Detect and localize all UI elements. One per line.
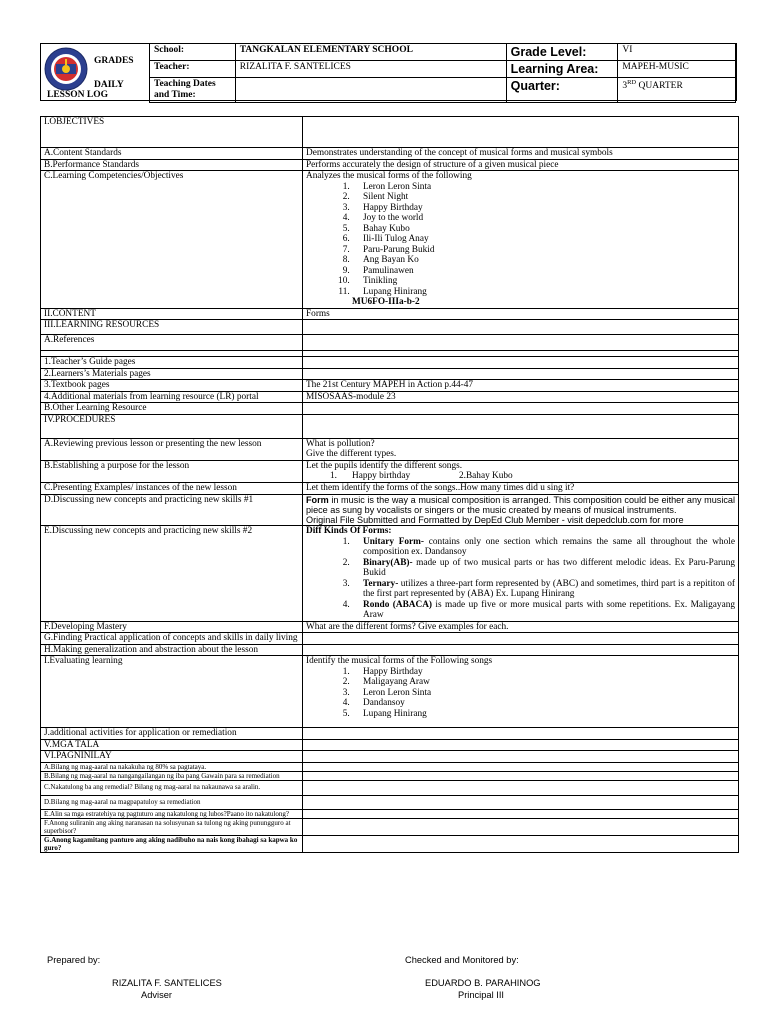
list-item: 9. Pamulinawen [352, 266, 735, 277]
content-standards-value: Demonstrates understanding of the concept of musical forms and musical symbols [303, 148, 739, 160]
daily-label: DAILY [94, 80, 124, 90]
table-row [41, 460, 739, 483]
adviser-name: RIZALITA F. SANTELICES [112, 978, 222, 988]
mastery-value: What are the different forms? Give examples for each. [303, 621, 739, 633]
list-item: 5. Bahay Kubo [352, 224, 735, 235]
discussing-2-label: E.Discussing new concepts and practicing new skills #2 [41, 526, 303, 622]
principal-name: EDUARDO B. PARAHINOG [425, 978, 541, 988]
list-item: 1. Unitary Form- contains only one section which remains the same all throughout the whole composition ex. Dandansoy [352, 537, 735, 558]
list-item: 4. Rondo (ABACA) is made up five or more musical parts with some repetitions. Ex. Maligayang Araw [352, 600, 735, 621]
list-item: 7. Paru-Parung Bukid [352, 245, 735, 256]
content-value: Forms [303, 308, 739, 320]
table-row [41, 494, 739, 526]
reviewing-line-2: Give the different types. [306, 449, 397, 459]
table-row [41, 621, 739, 633]
pagninilay-label: VI.PAGNINILAY [41, 751, 303, 763]
discussing-2-value [303, 526, 739, 622]
table-row [41, 656, 739, 728]
table-row [41, 795, 739, 809]
reviewing-value [303, 438, 739, 460]
list-item: 3. Leron Leron Sinta [352, 688, 735, 699]
lm-pages-label: 2.Learners’s Materials pages [41, 368, 303, 380]
deped-seal-icon [44, 47, 88, 91]
mga-tala-label: V.MGA TALA [41, 739, 303, 751]
forms-list [352, 537, 735, 621]
learning-area-value: MAPEH-MUSIC [618, 61, 736, 78]
making-label: H.Making generalization and abstraction about the lesson [41, 644, 303, 656]
establishing-item-2: 2.Bahay Kubo [459, 471, 513, 481]
list-item: 2. Maligayang Araw [352, 677, 735, 688]
table-row [41, 148, 739, 160]
school-value: TANGKALAN ELEMENTARY SCHOOL [235, 44, 506, 61]
header [40, 43, 737, 101]
table-row [41, 780, 739, 795]
content-label: II.CONTENT [41, 308, 303, 320]
textbook-pages-value: The 21st Century MAPEH in Action p.44-47 [303, 380, 739, 392]
evaluating-label: I.Evaluating learning [41, 656, 303, 728]
competencies-value [303, 171, 739, 309]
list-item: 3. Happy Birthday [352, 203, 735, 214]
competency-code: MU6FO-IIIa-b-2 [352, 297, 420, 307]
reflection-b: B.Bilang ng mag-aaral na nangangailangan ng iba pang Gawain para sa remediation [41, 771, 303, 780]
performance-standards-value: Performs accurately the design of structure of a given musical piece [303, 159, 739, 171]
quarter-suffix: RD [627, 79, 637, 87]
quarter-number: 3 [622, 81, 628, 92]
table-row [41, 403, 739, 415]
evaluating-list [352, 667, 735, 720]
prepared-by-label: Prepared by: [47, 955, 101, 965]
grade-level-value: VI [618, 44, 736, 61]
reflection-e: E.Alin sa mga estratehiya ng pagtuturo ang nakatulong ng lubos?Paano ito nakatulong? [41, 809, 303, 818]
list-item: 5. Lupang Hinirang [352, 709, 735, 720]
additional-materials-value: MISOSAAS-module 23 [303, 391, 739, 403]
content-standards-label: A.Content Standards [41, 148, 303, 160]
table-row [41, 633, 739, 645]
list-item: 3. Ternary- utilizes a three-part form represented by (ABC) and sometimes, third part is a repititon of the first part represented by (ABA) Ex. Lupang Hinirang [352, 579, 735, 600]
list-item: 8. Ang Bayan Ko [352, 255, 735, 266]
table-row [41, 809, 739, 818]
quarter-label: Quarter: [506, 78, 618, 102]
table-row [41, 414, 739, 438]
establishing-label: B.Establishing a purpose for the lesson [41, 460, 303, 483]
mastery-label: F.Developing Mastery [41, 621, 303, 633]
teacher-label: Teacher: [150, 61, 236, 78]
table-row [41, 819, 739, 836]
tg-pages-label: 1.Teacher’s Guide pages [41, 357, 303, 369]
finding-label: G.Finding Practical application of concepts and skills in daily living [41, 633, 303, 645]
table-row [41, 320, 739, 335]
learning-resources-heading: III.LEARNING RESOURCES [41, 320, 303, 335]
table-row [41, 171, 739, 309]
discussing-1-value [303, 494, 739, 526]
references-label: A.References [41, 335, 303, 351]
establishing-value: Let the pupils identify the different songs. 1. Happy birthday 2.Bahay Kubo [303, 460, 739, 483]
list-item: 1. Leron Leron Sinta [352, 182, 735, 193]
checked-by-label: Checked and Monitored by: [405, 955, 519, 965]
reflection-d: D.Bilang ng mag-aaral na magpapatuloy sa remediation [41, 795, 303, 809]
teacher-value: RIZALITA F. SANTELICES [235, 61, 506, 78]
establishing-text: Let the pupils identify the different songs. [306, 460, 463, 471]
reflection-g: G.Anong kagamitang panturo ang aking nadibuho na nais kong ibahagi sa kapwa ko guro? [41, 836, 303, 853]
list-item: 4. Joy to the world [352, 213, 735, 224]
table-row [41, 728, 739, 740]
quarter-word: QUARTER [636, 81, 683, 92]
establishing-item-1: Happy birthday [352, 471, 411, 481]
evaluating-intro: Identify the musical forms of the Following songs [306, 656, 493, 667]
table-row [41, 380, 739, 392]
form-definition: in music is the way a musical composition is arranged. This composition could be either any musical piece as sung by vocalists or singers or the music created by means of musical instruments. [306, 494, 735, 515]
additional-materials-label: 4.Additional materials from learning resource (LR) portal [41, 391, 303, 403]
table-row [41, 644, 739, 656]
other-resource-label: B.Other Learning Resource [41, 403, 303, 415]
reflection-c: C.Nakatulong ba ang remedial? Bilang ng mag-aaral na nakaunawa sa aralin. [41, 780, 303, 795]
reflection-a: A.Bilang ng mag-aaral na nakakuha ng 80% sa pagtataya. [41, 762, 303, 771]
table-row [41, 836, 739, 853]
performance-standards-label: B.Performance Standards [41, 159, 303, 171]
table-row [41, 762, 739, 771]
list-item: 2. Binary(AB)- made up of two musical parts or has two different melodic ideas. Ex Paru-Parung Bukid [352, 558, 735, 579]
reviewing-line-1: What is pollution? [306, 438, 375, 449]
presenting-label: C.Presenting Examples/ instances of the new lesson [41, 483, 303, 495]
quarter-value [618, 78, 736, 102]
table-row [41, 357, 739, 369]
lesson-plan-table [40, 116, 739, 853]
table-row [41, 159, 739, 171]
competencies-list [352, 182, 735, 298]
grades-label: GRADES [94, 56, 134, 66]
textbook-pages-label: 3.Textbook pages [41, 380, 303, 392]
table-row [41, 526, 739, 622]
table-row [41, 483, 739, 495]
list-item: 2. Silent Night [352, 192, 735, 203]
list-item: 10. Tinikling [352, 276, 735, 287]
grade-level-label: Grade Level: [506, 44, 618, 61]
additional-activities-label: J.additional activities for application or remediation [41, 728, 303, 740]
objectives-heading: I.OBJECTIVES [41, 117, 303, 148]
evaluating-value [303, 656, 739, 728]
lesson-log-label: LESSON LOG [47, 90, 108, 100]
competencies-intro: Analyzes the musical forms of the following [306, 171, 472, 181]
adviser-title: Adviser [141, 990, 173, 1000]
header-info-table [149, 43, 736, 103]
credit-line: Original File Submitted and Formatted by DepEd Club Member - visit depedclub.com for more [306, 515, 684, 526]
reflection-f: F.Anong suliranin ang aking naranasan na solusyunan sa tulong ng aking punungguro at superbisor? [41, 819, 303, 836]
table-row [41, 117, 739, 148]
school-label: School: [150, 44, 236, 61]
discussing-1-label: D.Discussing new concepts and practicing new skills #1 [41, 494, 303, 526]
list-item: 4. Dandansoy [352, 698, 735, 709]
reviewing-label: A.Reviewing previous lesson or presenting the new lesson [41, 438, 303, 460]
teaching-dates-label: Teaching Dates and Time: [150, 78, 236, 102]
table-row [41, 771, 739, 780]
procedures-heading: IV.PROCEDURES [41, 414, 303, 438]
presenting-value: Let them identify the forms of the songs..How many times did u sing it? [303, 483, 739, 495]
learning-area-label: Learning Area: [506, 61, 618, 78]
form-term: Form [306, 494, 329, 505]
list-item: 1. Happy Birthday [352, 667, 735, 678]
table-row [41, 751, 739, 763]
list-item: 6. Ili-Ili Tulog Anay [352, 234, 735, 245]
competencies-label: C.Learning Competencies/Objectives [41, 171, 303, 309]
table-row [41, 368, 739, 380]
table-row [41, 308, 739, 320]
list-item: 11. Lupang Hinirang [352, 287, 735, 298]
table-row [41, 739, 739, 751]
forms-heading: Diff Kinds Of Forms: [306, 526, 392, 537]
table-row [41, 391, 739, 403]
table-row [41, 438, 739, 460]
principal-title: Principal III [458, 990, 504, 1000]
table-row [41, 335, 739, 351]
teaching-dates-value [235, 78, 506, 102]
